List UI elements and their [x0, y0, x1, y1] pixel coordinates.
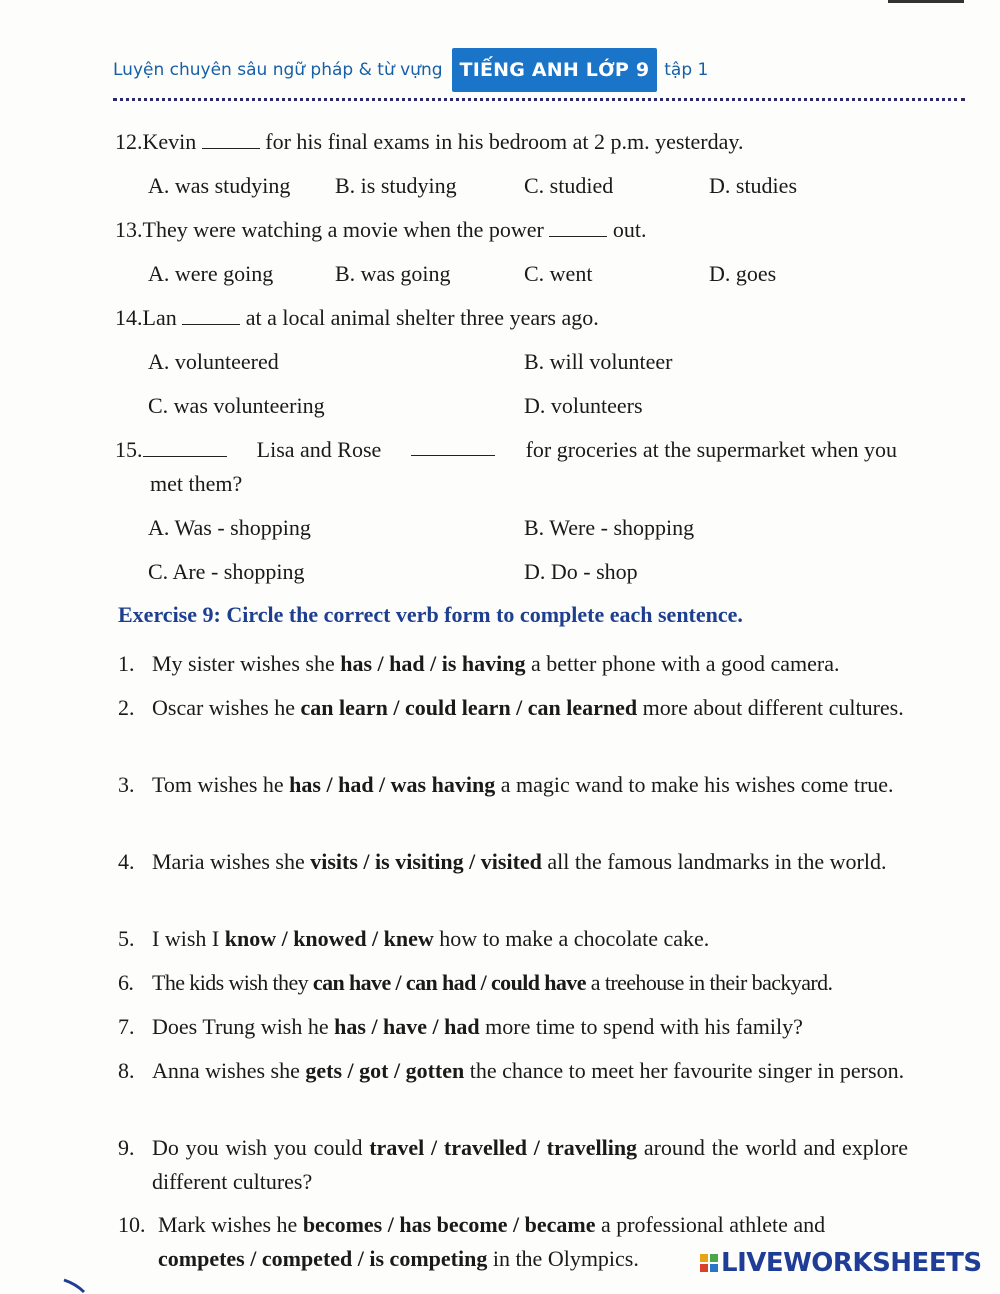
option-14a[interactable]: A. volunteered: [148, 349, 279, 374]
option-15a[interactable]: A. Was - shopping: [148, 515, 311, 540]
verb-choices[interactable]: has / had / is having: [340, 651, 526, 676]
question-12: 12.Kevin for his final exams in his bedroom at 2 p.m. yesterday.: [115, 125, 743, 159]
answer-blank[interactable]: [411, 433, 495, 456]
exercise-item-10: 10. Mark wishes he becomes / has become / became a professional athlete and competes / competed / is competing in the Olympics.: [118, 1212, 826, 1271]
verb-choices[interactable]: can have / can had / could have: [312, 970, 586, 995]
option-14b[interactable]: B. will volunteer: [524, 349, 673, 374]
question-13: 13.They were watching a movie when the power out.: [115, 213, 646, 247]
verb-choices[interactable]: can learn / could learn / can learned: [300, 695, 638, 720]
verb-choices[interactable]: know / knowed / knew: [224, 926, 434, 951]
option-13b[interactable]: B. was going: [335, 261, 451, 286]
option-13a[interactable]: A. were going: [148, 261, 274, 286]
answer-blank[interactable]: [549, 214, 607, 237]
option-13c[interactable]: C. went: [524, 261, 593, 286]
verb-choices[interactable]: visits / is visiting / visited: [310, 849, 542, 874]
option-14c[interactable]: C. was volunteering: [148, 393, 325, 418]
exercise-item-9: 9. Do you wish you could travel / travelled / travelling around the world and explore different cultures?: [118, 1135, 908, 1194]
verb-choices[interactable]: gets / got / gotten: [305, 1058, 465, 1083]
exercise-item-6: 6. The kids wish they can have / can had / could have a treehouse in their backyard.: [118, 970, 833, 995]
header-divider: [113, 98, 965, 101]
question-15-continued: met them?: [150, 471, 243, 496]
verb-choices[interactable]: has / have / had: [334, 1014, 480, 1039]
verb-choices[interactable]: becomes / has become / became: [302, 1212, 596, 1237]
option-12c[interactable]: C. studied: [524, 173, 614, 198]
header-suffix: tập 1: [664, 60, 709, 80]
option-12a[interactable]: A. was studying: [148, 173, 291, 198]
question-15: 15. Lisa and Rose for groceries at the supermarket when you: [115, 433, 897, 467]
verb-choices[interactable]: travel / travelled / travelling: [369, 1135, 638, 1160]
exercise-item-2: 2. Oscar wishes he can learn / could learn / can learned more about different cultures.: [118, 695, 904, 720]
corner-mark-icon: [62, 1278, 102, 1294]
exercise-item-4: 4. Maria wishes she visits / is visiting / visited all the famous landmarks in the world.: [118, 849, 887, 874]
option-15b[interactable]: B. Were - shopping: [524, 515, 695, 540]
option-15c[interactable]: C. Are - shopping: [148, 559, 305, 584]
top-edge-line: [888, 0, 964, 3]
exercise-item-3: 3. Tom wishes he has / had / was having a magic wand to make his wishes come true.: [118, 772, 894, 797]
option-15d[interactable]: D. Do - shop: [524, 559, 638, 584]
answer-blank[interactable]: [143, 434, 227, 457]
page-header: [113, 44, 708, 96]
liveworksheets-logo: LIVEWORKSHEETS: [700, 1248, 982, 1278]
header-badge: TIẾNG ANH LỚP 9: [452, 48, 658, 92]
verb-choices[interactable]: has / had / was having: [289, 772, 496, 797]
option-12b[interactable]: B. is studying: [335, 173, 457, 198]
exercise-item-7: 7. Does Trung wish he has / have / had more time to spend with his family?: [118, 1014, 803, 1039]
exercise-title: Exercise 9: Circle the correct verb form to complete each sentence.: [118, 602, 743, 627]
answer-blank[interactable]: [182, 302, 240, 325]
logo-grid-icon: [700, 1254, 718, 1272]
option-13d[interactable]: D. goes: [709, 261, 777, 286]
option-12d[interactable]: D. studies: [709, 173, 797, 198]
exercise-item-1: 1. My sister wishes she has / had / is having a better phone with a good camera.: [118, 651, 840, 676]
verb-choices[interactable]: competes / competed / is competing: [158, 1246, 488, 1271]
exercise-item-5: 5. I wish I know / knowed / knew how to make a chocolate cake.: [118, 926, 710, 951]
question-14: 14.Lan at a local animal shelter three years ago.: [115, 301, 599, 335]
exercise-item-8: 8. Anna wishes she gets / got / gotten the chance to meet her favourite singer in person.: [118, 1058, 905, 1083]
answer-blank[interactable]: [202, 126, 260, 149]
option-14d[interactable]: D. volunteers: [524, 393, 643, 418]
header-prefix: Luyện chuyên sâu ngữ pháp & từ vựng: [113, 60, 443, 80]
